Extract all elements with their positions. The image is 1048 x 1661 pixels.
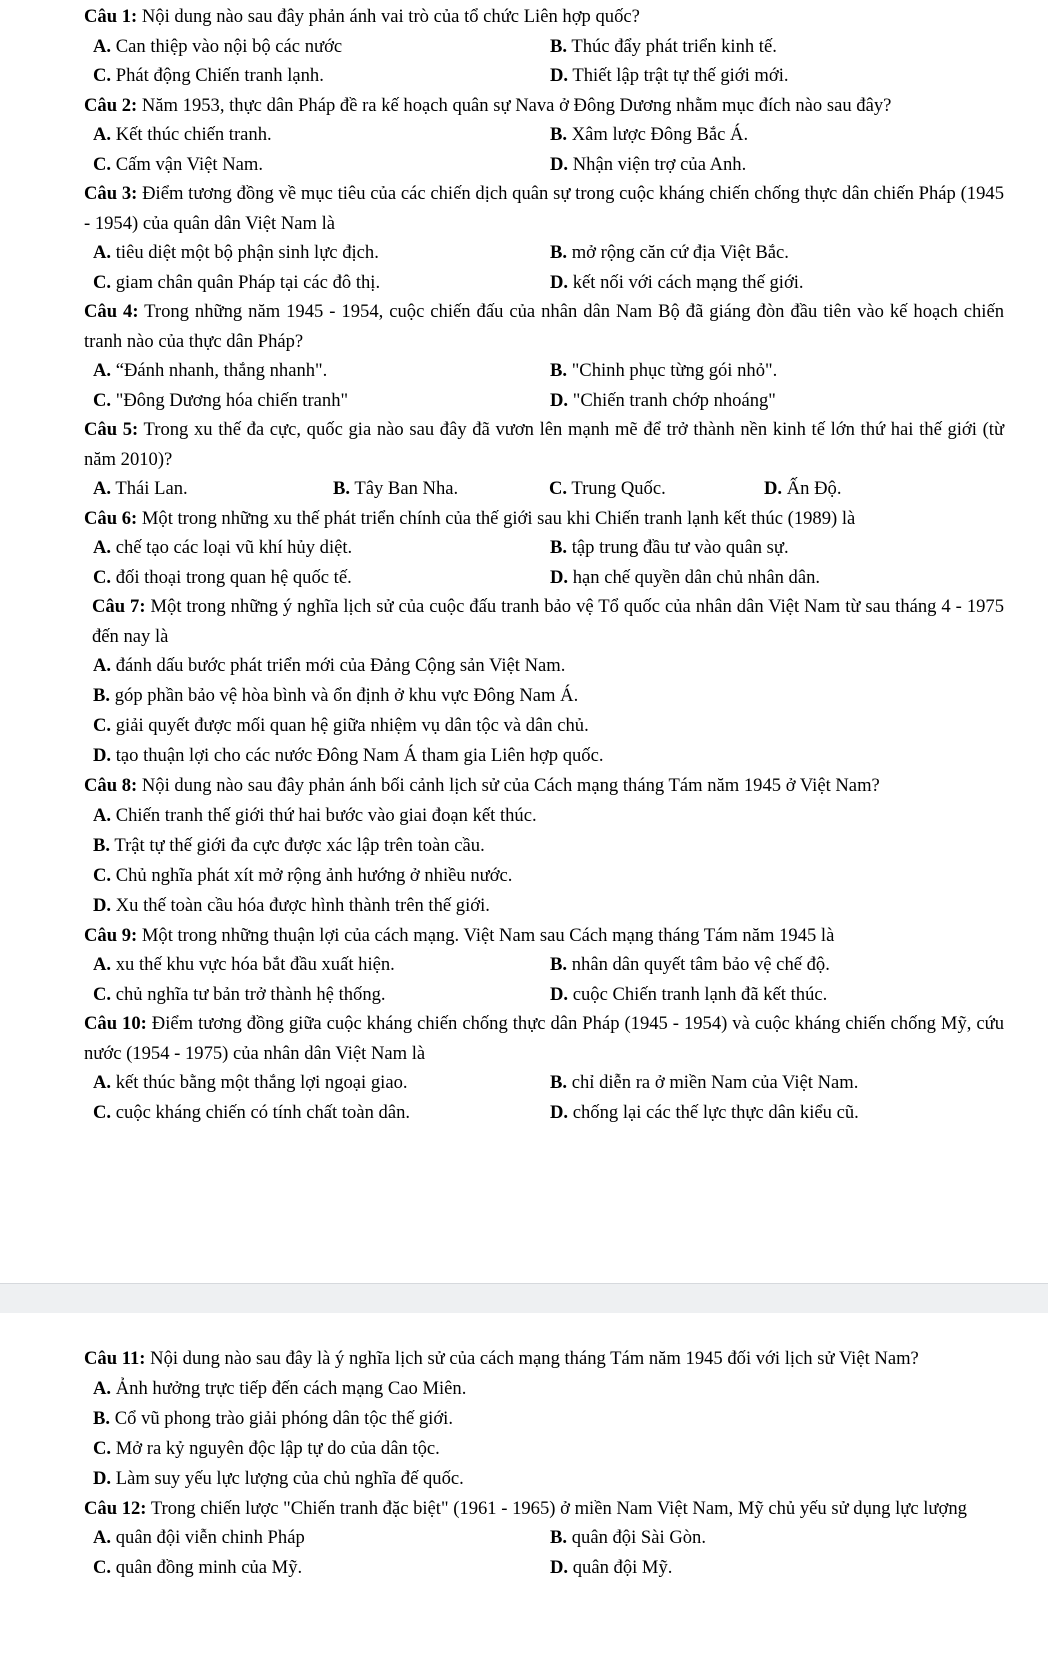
option-d [93,1464,1004,1494]
option-c [93,1553,550,1583]
option-text: Tây Ban Nha. [354,478,459,499]
option-a [93,651,1004,681]
option-c [93,61,550,91]
option-c [93,1434,1004,1464]
option-text: tiêu diệt một bộ phận sinh lực địch. [115,242,379,263]
option-key: C. [93,715,112,736]
question-list-1 [84,2,1004,1127]
option-a [93,120,550,150]
option-key: B. [550,954,568,975]
option-text: góp phần bảo vệ hòa bình và ổn định ở khu vực Đông Nam Á. [114,685,579,706]
option-c [93,268,550,298]
question-label: Câu 2: [84,94,138,116]
option-d [550,61,1004,91]
option-key: A. [93,1377,112,1399]
option-key: C. [93,864,112,886]
option-b [550,120,1004,150]
option-text: kết thúc bằng một thắng lợi ngoại giao. [115,1072,408,1093]
option-c [93,711,1004,741]
question-list-2 [84,1344,1004,1582]
question-label: Câu 1: [84,6,138,27]
options-8 [84,801,1004,921]
option-key: D. [550,983,569,1005]
question-text: Một trong những ý nghĩa lịch sử của cuộc đấu tranh bảo vệ Tổ quốc của nhân dân Việt Nam từ sau tháng 4 - 1975 đến nay là [92,596,1005,647]
question-11 [84,1344,1004,1374]
option-d [550,268,1004,298]
option-text: nhân dân quyết tâm bảo vệ chế độ. [571,954,830,975]
question-2 [84,91,1004,121]
option-key: C. [93,1437,112,1459]
option-key: D. [93,894,112,916]
options-2 [84,120,1004,179]
option-c [93,861,1004,891]
question-text: Một trong những xu thế phát triển chính của thế giới sau khi Chiến tranh lạnh kết thúc (1989) là [141,507,856,529]
option-a [93,1068,550,1098]
option-key: A. [93,954,112,975]
option-b [93,681,1004,711]
question-label: Câu 10: [84,1013,147,1034]
options-7 [84,651,1004,771]
options-9 [84,950,1004,1009]
option-text: "Chinh phục từng gói nhỏ". [571,360,778,381]
option-text: Cổ vũ phong trào giải phóng dân tộc thế giới. [114,1407,453,1429]
option-key: D. [550,271,569,293]
question-text: Nội dung nào sau đây phản ánh vai trò của tổ chức Liên hợp quốc? [141,6,640,27]
option-key: B. [550,124,568,145]
option-key: D. [550,65,569,86]
option-text: Trung Quốc. [571,478,666,499]
option-key: D. [550,153,569,175]
options-4 [84,356,1004,415]
option-key: A. [93,1072,112,1093]
option-c [93,150,550,180]
option-text: Làm suy yếu lực lượng của chủ nghĩa đế quốc. [115,1467,464,1489]
option-text: Thiết lập trật tự thế giới mới. [572,65,789,86]
option-key: C. [93,271,112,293]
option-text: Mở ra kỷ nguyên độc lập tự do của dân tộc. [115,1437,440,1459]
option-key: D. [550,1101,569,1123]
option-key: A. [93,478,112,499]
option-d [550,980,1004,1010]
question-text: Điểm tương đồng về mục tiêu của các chiến dịch quân sự trong cuộc kháng chiến chống thực dân chiến Pháp (1945 - 1954) của quân dân Việt Nam là [84,183,1004,234]
option-text: "Chiến tranh chớp nhoáng" [572,389,776,411]
option-text: giam chân quân Pháp tại các đô thị. [115,271,381,293]
option-text: Thúc đẩy phát triển kinh tế. [571,35,777,57]
option-text: chống lại các thế lực thực dân kiểu cũ. [572,1101,859,1123]
question-1 [84,2,1004,32]
option-text: Xu thế toàn cầu hóa được hình thành trên thế giới. [115,894,490,916]
option-text: Chủ nghĩa phát xít mở rộng ảnh hướng ở nhiều nước. [115,864,513,886]
option-b [550,356,1004,386]
question-text: Năm 1953, thực dân Pháp đề ra kế hoạch quân sự Nava ở Đông Dương nhằm mục đích nào sau đây? [141,94,892,116]
option-text: "Đông Dương hóa chiến tranh" [115,389,349,411]
option-key: B. [550,1527,568,1548]
option-key: B. [550,360,568,381]
option-d [550,386,1004,416]
option-text: tạo thuận lợi cho các nước Đông Nam Á tham gia Liên hợp quốc. [115,745,604,766]
option-key: A. [93,35,112,57]
option-text: hạn chế quyền dân chủ nhân dân. [572,566,821,588]
option-a [93,356,550,386]
option-key: A. [93,124,112,145]
question-text: Trong chiến lược "Chiến tranh đặc biệt" (1961 - 1965) ở miền Nam Việt Nam, Mỹ chủ yếu sử dụng lực lượng [150,1497,967,1519]
option-text: xu thế khu vực hóa bắt đầu xuất hiện. [115,954,395,975]
option-key: A. [93,242,112,263]
option-b [550,533,1004,563]
option-key: B. [93,834,111,856]
question-9 [84,921,1004,951]
option-key: C. [549,478,568,499]
option-key: C. [93,566,112,588]
exam-page-2 [0,1313,1048,1661]
option-text: Cấm vận Việt Nam. [115,153,263,175]
option-key: D. [93,1467,112,1489]
option-a [93,1523,550,1553]
question-text: Một trong những thuận lợi của cách mạng. Việt Nam sau Cách mạng tháng Tám năm 1945 là [141,924,835,946]
option-text: chỉ diễn ra ở miền Nam của Việt Nam. [571,1072,859,1093]
option-a [93,533,550,563]
option-key: A. [93,537,112,558]
option-b [93,831,1004,861]
page-separator [0,1283,1048,1314]
option-d [550,563,1004,593]
question-text: Nội dung nào sau đây phản ánh bối cảnh lịch sử của Cách mạng tháng Tám năm 1945 ở Việt Nam? [141,775,880,796]
option-b [550,32,1004,62]
option-b [93,1404,1004,1434]
option-key: B. [93,1407,111,1429]
option-c [93,980,550,1010]
options-3 [84,238,1004,297]
question-10 [84,1009,1004,1068]
option-text: Ảnh hưởng trực tiếp đến cách mạng Cao Miên. [115,1377,467,1399]
option-key: B. [550,1072,568,1093]
option-text: chủ nghĩa tư bản trở thành hệ thống. [115,983,386,1005]
option-key: D. [93,745,112,766]
option-c [93,1098,550,1128]
option-text: quân đội Sài Gòn. [571,1527,706,1548]
question-text: Nội dung nào sau đây là ý nghĩa lịch sử của cách mạng tháng Tám năm 1945 đối với lịch sử Việt Nam? [150,1348,919,1369]
option-d [550,1553,1004,1583]
question-6 [84,504,1004,534]
options-12 [84,1523,1004,1582]
option-key: C. [93,389,112,411]
option-b [333,474,549,504]
option-key: A. [93,360,112,381]
option-c [549,474,764,504]
question-7 [84,592,1004,651]
option-text: cuộc kháng chiến có tính chất toàn dân. [115,1101,411,1123]
option-key: D. [550,1556,569,1578]
question-8 [84,771,1004,801]
option-key: D. [764,478,783,499]
option-text: Can thiệp vào nội bộ các nước [115,35,343,57]
option-text: Chiến tranh thế giới thứ hai bước vào giai đoạn kết thúc. [115,804,537,826]
question-5 [84,415,1004,474]
option-text: Phát động Chiến tranh lạnh. [115,65,324,86]
option-b [550,950,1004,980]
option-d [764,474,1004,504]
question-4 [84,297,1004,356]
question-label: Câu 3: [84,183,138,204]
option-a [93,238,550,268]
option-d [93,891,1004,921]
option-text: đánh dấu bước phát triển mới của Đảng Cộng sản Việt Nam. [115,655,566,676]
question-3 [84,179,1004,238]
option-key: D. [550,389,569,411]
option-text: kết nối với cách mạng thế giới. [572,271,804,293]
option-b [550,238,1004,268]
question-label: Câu 5: [84,419,139,440]
option-d [550,1098,1004,1128]
option-b [550,1068,1004,1098]
option-key: C. [93,1556,112,1578]
options-10 [84,1068,1004,1127]
options-1 [84,32,1004,91]
option-a [93,801,1004,831]
options-6 [84,533,1004,592]
option-key: A. [93,804,112,826]
option-text: Ấn Độ. [786,478,842,499]
option-text: mở rộng căn cứ địa Việt Bắc. [571,242,789,263]
option-b [550,1523,1004,1553]
question-label: Câu 12: [84,1497,147,1519]
option-text: Thái Lan. [115,478,188,499]
option-text: Kết thúc chiến tranh. [115,124,272,145]
option-a [93,32,550,62]
option-key: A. [93,655,112,676]
option-c [93,386,550,416]
option-text: Xâm lược Đông Bắc Á. [571,124,749,145]
option-text: Nhận viện trợ của Anh. [572,153,747,175]
option-key: A. [93,1527,112,1548]
option-key: B. [550,537,568,558]
option-key: B. [333,478,351,499]
option-text: “Đánh nhanh, thắng nhanh". [115,360,328,381]
option-text: quân đội viễn chinh Pháp [115,1527,305,1548]
option-a [93,950,550,980]
question-text: Trong những năm 1945 - 1954, cuộc chiến đấu của nhân dân Nam Bộ đã giáng đòn đầu tiên vào kế hoạch chiến tranh nào của thực dân Pháp? [84,301,1005,352]
option-text: giải quyết được mối quan hệ giữa nhiệm vụ dân tộc và dân chủ. [115,715,589,736]
option-key: B. [550,242,568,263]
option-c [93,563,550,593]
question-12 [84,1494,1004,1524]
option-text: đối thoại trong quan hệ quốc tế. [115,566,352,588]
option-key: B. [550,35,568,57]
option-d [93,741,1004,771]
option-d [550,150,1004,180]
option-key: C. [93,65,112,86]
option-text: chế tạo các loại vũ khí hủy diệt. [115,537,353,558]
option-key: C. [93,983,112,1005]
question-label: Câu 6: [84,507,138,529]
option-key: D. [550,566,569,588]
question-label: Câu 7: [92,596,146,617]
question-label: Câu 9: [84,924,138,946]
question-label: Câu 11: [84,1348,146,1369]
option-key: B. [93,685,111,706]
option-text: quân đội Mỹ. [572,1556,673,1578]
question-text: Trong xu thế đa cực, quốc gia nào sau đây đã vươn lên mạnh mẽ để trở thành nền kinh tế lớn thứ hai thế giới (từ năm 2010)? [84,419,1005,470]
option-text: quân đồng minh của Mỹ. [115,1556,303,1578]
option-text: cuộc Chiến tranh lạnh đã kết thúc. [572,983,828,1005]
option-key: C. [93,153,112,175]
options-5 [84,474,1004,504]
option-a [93,1374,1004,1404]
option-text: tập trung đầu tư vào quân sự. [571,537,789,558]
question-label: Câu 8: [84,775,138,796]
question-label: Câu 4: [84,301,139,322]
option-text: Trật tự thế giới đa cực được xác lập trên toàn cầu. [114,834,485,856]
question-text: Điểm tương đồng giữa cuộc kháng chiến chống thực dân Pháp (1945 - 1954) và cuộc kháng chiến chống Mỹ, cứu nước (1954 - 1975) của nhân dân Việt Nam là [84,1013,1004,1064]
options-11 [84,1374,1004,1494]
option-key: C. [93,1101,112,1123]
option-a [93,474,333,504]
